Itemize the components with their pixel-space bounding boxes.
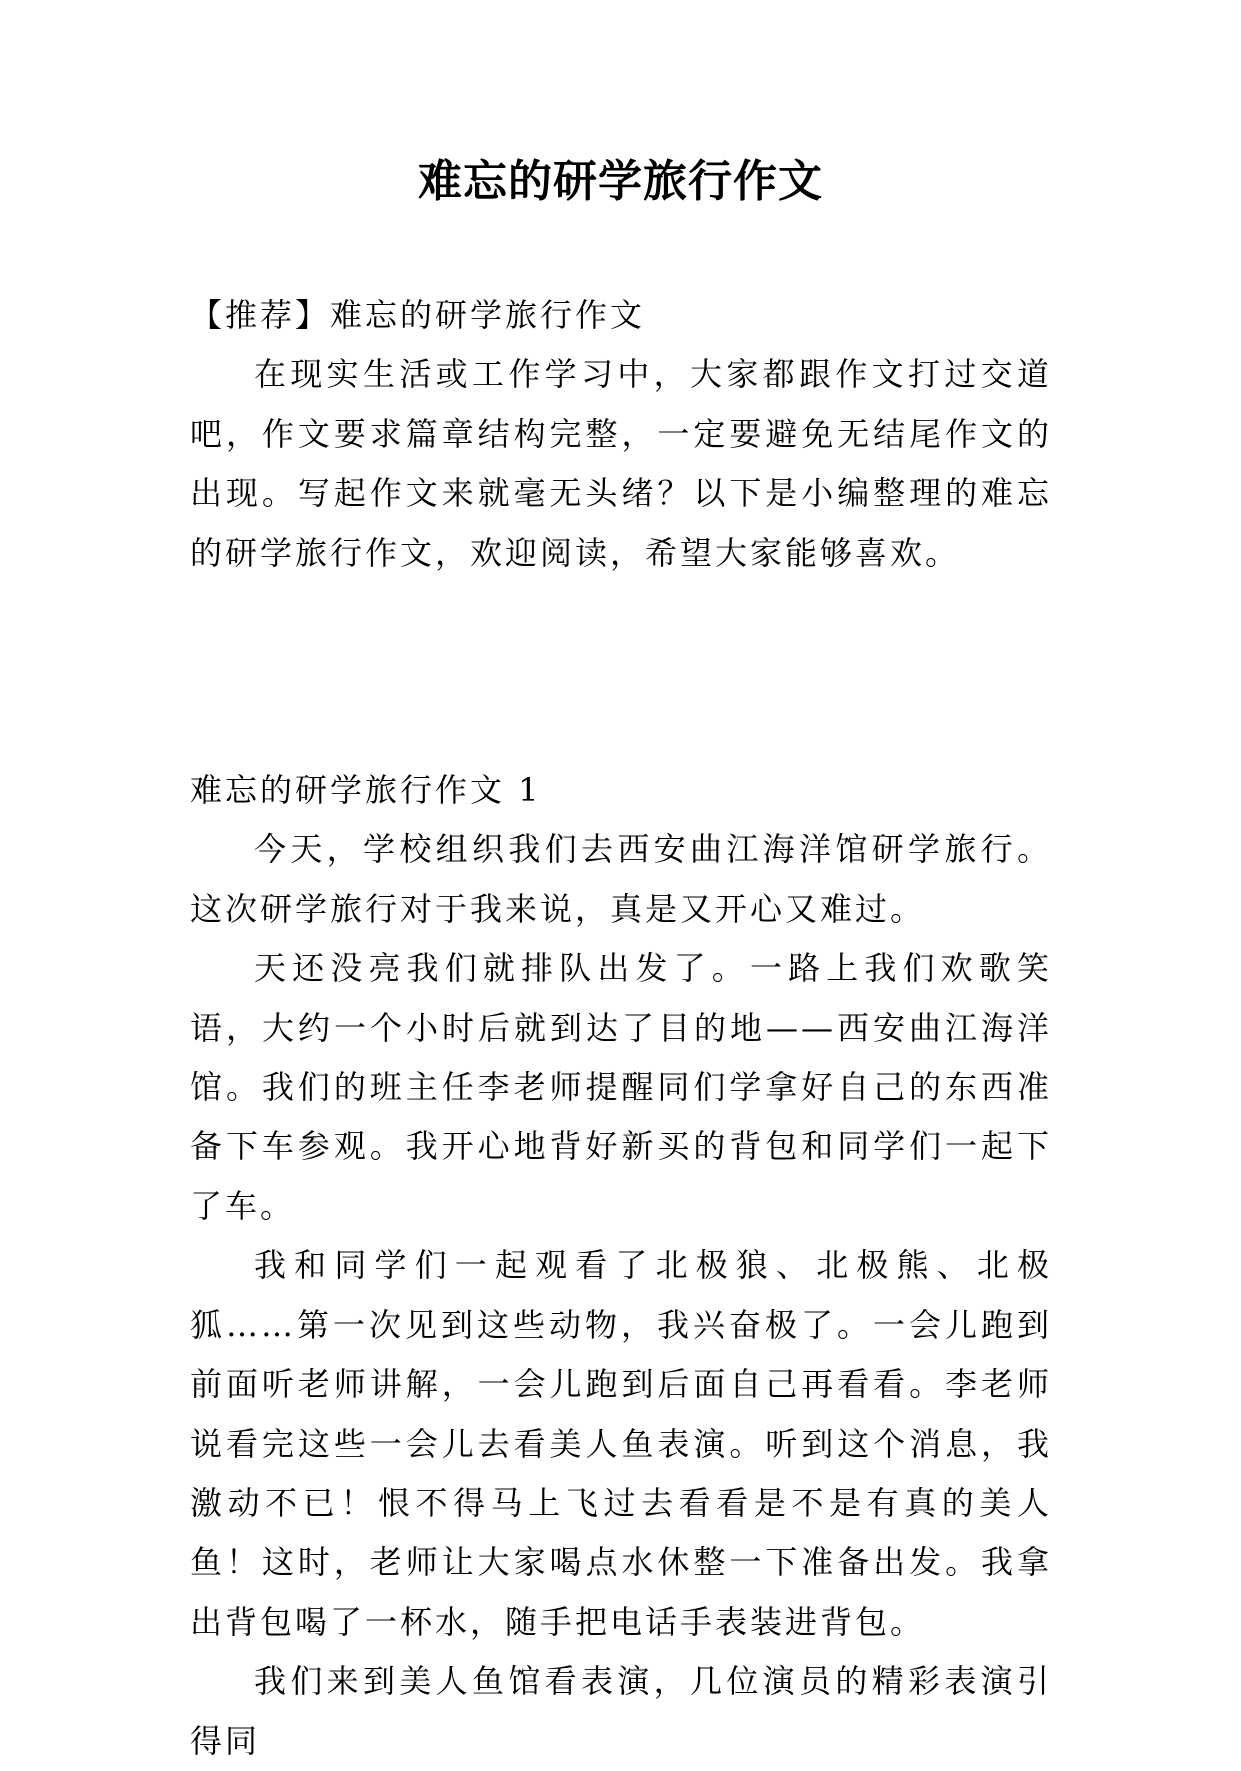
- document-title: 难忘的研学旅行作文: [418, 156, 823, 207]
- section-heading: 难忘的研学旅行作文 1: [190, 771, 542, 810]
- body-paragraph-2: 天还没亮我们就排队出发了。一路上我们欢歌笑语，大约一个小时后就到达了目的地——西安曲江海洋馆。我们的班主任李老师提醒同们学拿好自己的东西准备下车参观。我开心地背好新买的背包和同学们一起下了车。: [190, 949, 1052, 1225]
- document-body: [190, 286, 1052, 1771]
- intro-paragraph: 在现实生活或工作学习中，大家都跟作文打过交道吧，作文要求篇章结构完整，一定要避免无结尾作文的出现。写起作文来就毫无头绪？以下是小编整理的难忘的研学旅行作文，欢迎阅读，希望大家能够喜欢。: [190, 355, 1052, 572]
- recommend-line: 【推荐】难忘的研学旅行作文: [190, 296, 646, 334]
- body-paragraph-3: 我和同学们一起观看了北极狼、北极熊、北极狐……第一次见到这些动物，我兴奋极了。一会儿跑到前面听老师讲解，一会儿跑到后面自己再看看。李老师说看完这些一会儿去看美人鱼表演。听到这个消息，我激动不已！恨不得马上飞过去看看是不是有真的美人鱼！这时，老师让大家喝点水休整一下准备出发。我拿出背包喝了一杯水，随手把电话手表装进背包。: [190, 1246, 1052, 1641]
- body-paragraph-4: 我们来到美人鱼馆看表演，几位演员的精彩表演引得同: [190, 1662, 1052, 1760]
- section-spacer: [190, 583, 1052, 761]
- body-paragraph-1: 今天，学校组织我们去西安曲江海洋馆研学旅行。这次研学旅行对于我来说，真是又开心又难过。: [190, 830, 1052, 928]
